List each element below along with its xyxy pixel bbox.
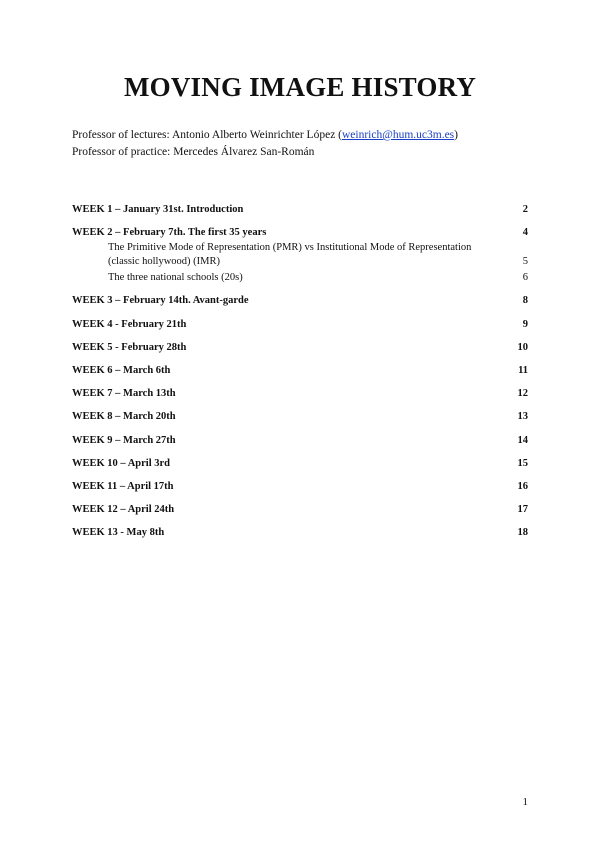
practice-professor: Professor of practice: Mercedes Álvarez San-Román	[72, 146, 315, 158]
toc-entry-week9[interactable]	[72, 434, 528, 457]
toc-entry-page: 11	[518, 364, 528, 376]
toc-entry-week3[interactable]	[72, 294, 528, 317]
toc-entry-label: WEEK 13 - May 8th	[72, 527, 165, 539]
toc-entry-page: 10	[517, 341, 528, 353]
toc-entry-label: WEEK 9 – March 27th	[72, 434, 176, 446]
toc-entry-week13[interactable]	[72, 526, 528, 549]
professors-block	[72, 127, 458, 161]
lectures-professor-suffix: )	[454, 129, 458, 141]
toc-subentry-page: 5	[522, 256, 528, 268]
toc-entry-week10[interactable]	[72, 457, 528, 480]
toc-subentry-label: The three national schools (20s)	[108, 272, 243, 284]
footer-page-number: 1	[522, 796, 528, 808]
toc-subentry-national-schools[interactable]	[72, 271, 528, 285]
lectures-professor-text: Professor of lectures: Antonio Alberto Weinrichter López (	[72, 129, 342, 141]
toc-entry-week12[interactable]	[72, 503, 528, 526]
toc-entry-page: 15	[517, 457, 528, 469]
toc-entry-week4[interactable]	[72, 318, 528, 341]
toc-entry-page: 8	[522, 295, 528, 307]
toc-entry-label: WEEK 11 – April 17th	[72, 480, 174, 492]
toc-entry-page: 16	[517, 480, 528, 492]
toc-entry-page: 14	[517, 434, 528, 446]
toc-subentry-page: 6	[522, 272, 528, 284]
toc-subentries-week2	[72, 241, 528, 285]
lectures-email-link[interactable]: weinrich@hum.uc3m.es	[342, 129, 455, 141]
table-of-contents	[72, 203, 528, 549]
toc-entry-label: WEEK 3 – February 14th. Avant-garde	[72, 295, 249, 307]
toc-entry-page: 12	[517, 388, 528, 400]
toc-entry-week1[interactable]	[72, 203, 528, 226]
toc-entry-label: WEEK 5 - February 28th	[72, 341, 187, 353]
page-title: MOVING IMAGE HISTORY	[123, 72, 477, 102]
toc-entry-label: WEEK 1 – January 31st. Introduction	[72, 204, 244, 215]
toc-entry-label: WEEK 6 – March 6th	[72, 364, 171, 376]
toc-entry-page: 4	[522, 227, 528, 239]
toc-entry-page: 9	[522, 318, 528, 330]
toc-entry-week8[interactable]	[72, 410, 528, 433]
toc-entry-label: WEEK 12 – April 24th	[72, 504, 175, 516]
toc-entry-page: 17	[517, 504, 528, 516]
toc-entry-label: WEEK 8 – March 20th	[72, 411, 176, 423]
toc-entry-page: 2	[522, 204, 528, 215]
toc-entry-week6[interactable]	[72, 364, 528, 387]
toc-entry-week7[interactable]	[72, 387, 528, 410]
toc-entry-week5[interactable]	[72, 341, 528, 364]
toc-subentry-pmr-imr[interactable]	[72, 241, 528, 269]
toc-entry-label: WEEK 7 – March 13th	[72, 388, 176, 400]
lectures-professor	[72, 127, 458, 144]
toc-entry-page: 13	[517, 411, 528, 423]
toc-entry-label: WEEK 10 – April 3rd	[72, 457, 171, 469]
toc-entry-page: 18	[517, 527, 528, 539]
toc-entry-week11[interactable]	[72, 480, 528, 503]
toc-entry-label: WEEK 4 - February 21th	[72, 318, 187, 330]
toc-entry-label: WEEK 2 – February 7th. The first 35 years	[72, 227, 267, 239]
toc-subentry-label: The Primitive Mode of Representation (PMR) vs Institutional Mode of Representation (classic hollywood) (IMR)	[108, 242, 472, 268]
